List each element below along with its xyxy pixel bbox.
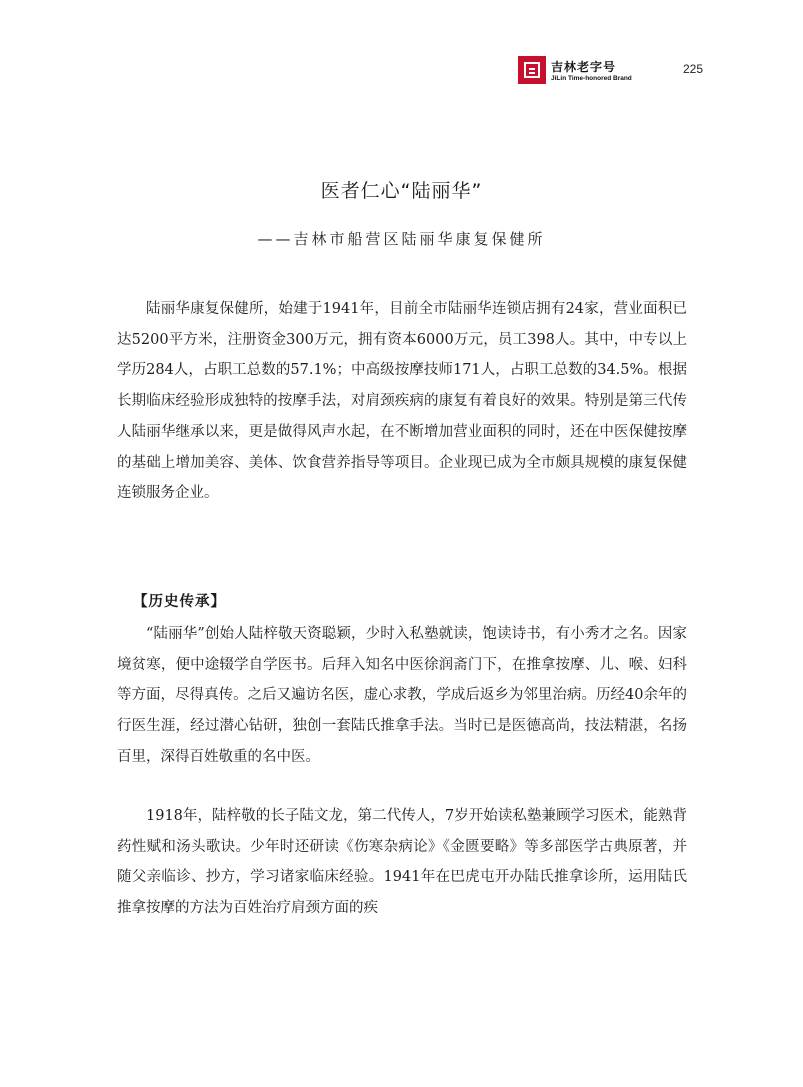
- brand-logo-icon: [518, 56, 546, 84]
- history-text-1: “陆丽华”创始人陆梓敬天资聪颖，少时入私塾就读，饱读诗书，有小秀才之名。因家境贫寒，便中途辍学自学医书。后拜入知名中医徐润斋门下，在推拿按摩、儿、喉、妇科等方面，尽得真传。之后又遍访名医，虚心求教，学成后返乡为邻里治病。历经40余年的行医生涯，经过潜心钻研，独创一套陆氏推拿手法。当时已是医德高尚，技法精湛，名扬百里，深得百姓敬重的名中医。: [117, 626, 687, 765]
- article-title: 医者仁心“陆丽华”: [320, 180, 483, 202]
- history-paragraph-2: [117, 801, 687, 924]
- brand-name-en: JiLin Time-honored Brand: [551, 75, 632, 82]
- history-text-2: 1918年，陆梓敬的长子陆文龙，第二代传人，7岁开始读私塾兼顾学习医术，能熟背药性赋和汤头歌诀。少年时还研读《伤寒杂病论》《金匮要略》等多部医学古典原著，并随父亲临诊、抄方，学习诸家临床经验。1941年在巴虎屯开办陆氏推拿诊所，运用陆氏推拿按摩的方法为百姓治疗肩颈方面的疾: [117, 808, 687, 917]
- history-paragraph-1: [117, 619, 687, 773]
- intro-text: 陆丽华康复保健所，始建于1941年，目前全市陆丽华连锁店拥有24家，营业面积已达5200平方米，注册资金300万元，拥有资本6000万元，员工398人。其中，中专以上学历284人，占职工总数的57.1%；中高级按摩技师171人，占职工总数的34.5%。根据长期临床经验形成独特的按摩手法，对肩颈疾病的康复有着良好的效果。特别是第三代传人陆丽华继承以来，更是做得风声水起，在不断增加营业面积的同时，还在中医保健按摩的基础上增加美容、美体、饮食营养指导等项目。企业现已成为全市颇具规模的康复保健连锁服务企业。: [117, 301, 687, 502]
- brand-name-cn: 吉林老字号: [551, 60, 617, 74]
- article-subtitle: ——吉林市船营区陆丽华康复保健所: [257, 230, 546, 248]
- intro-paragraph: [117, 294, 687, 509]
- page-number: 225: [683, 62, 704, 76]
- section-heading: 【历史传承】: [133, 594, 226, 610]
